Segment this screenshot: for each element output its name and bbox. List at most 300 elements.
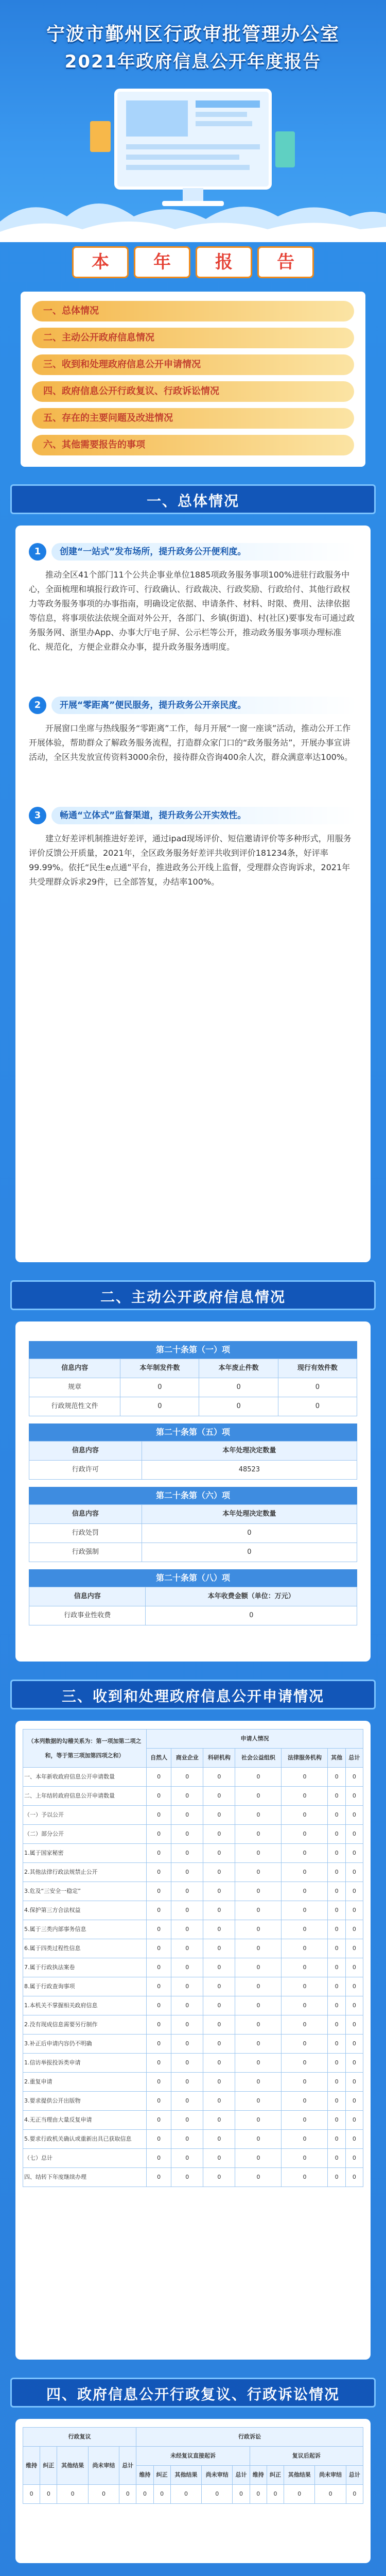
- table-cell: 0: [235, 1787, 282, 1806]
- table-cell: 0: [235, 1863, 282, 1882]
- table-row: [23, 1958, 363, 1977]
- table-cell: 0: [345, 1844, 363, 1863]
- subsection-title: 畅通“立体式”监督渠道，提升政务公开实效性。: [51, 807, 357, 824]
- table-row: [29, 1524, 357, 1543]
- table-header-cell: 总计: [345, 1749, 363, 1768]
- table-cell: 0: [171, 1787, 203, 1806]
- table-row: [29, 1543, 357, 1562]
- table-cell: 0: [171, 1844, 203, 1863]
- table-cell: 0: [328, 1806, 345, 1825]
- table-row: [23, 1844, 363, 1863]
- table-cell: 0: [235, 2168, 282, 2187]
- table-cell: 0: [235, 1996, 282, 2015]
- table-cell: 3.要求提供公开出版物: [23, 2092, 147, 2111]
- table-header-cell: 总计: [233, 2466, 250, 2485]
- table-cell: 0: [345, 2092, 363, 2111]
- table-cell: 0: [203, 1977, 235, 1996]
- table-cell: 0: [147, 1958, 171, 1977]
- table-cell: 0: [203, 1958, 235, 1977]
- table-header-cell: 行政诉讼: [136, 2428, 363, 2447]
- table-cell: 0: [203, 1920, 235, 1939]
- table-cell: 行政许可: [29, 1461, 142, 1480]
- table-cell: 4.保护第三方合法权益: [23, 1901, 147, 1920]
- section-title: 四、政府信息公开行政复议、行政诉讼情况: [46, 2386, 340, 2403]
- table-cell: 行政事业性收费: [29, 1606, 146, 1625]
- table-header-row: [23, 2428, 363, 2447]
- table-cell: 0: [203, 2015, 235, 2035]
- table-penalty: [29, 1504, 357, 1562]
- table-cell: 0: [282, 1996, 328, 2015]
- table-cell: 0: [233, 2485, 250, 2504]
- table-row: [29, 1606, 357, 1625]
- table-cell: 0: [345, 1920, 363, 1939]
- table-cell: 0: [328, 2111, 345, 2130]
- table-cell: 0: [235, 1844, 282, 1863]
- table-cell: 0: [171, 1863, 203, 1882]
- subsection-title: 开展“零距离”便民服务，提升政务公开亲民度。: [51, 697, 357, 714]
- table-cell: 0: [171, 1996, 203, 2015]
- table-cell: 0: [345, 2035, 363, 2054]
- table-cell: 0: [147, 2015, 171, 2035]
- table-header-cell: 其他结果: [284, 2466, 315, 2485]
- table-cell: 0: [147, 2092, 171, 2111]
- table-cell: 0: [345, 2149, 363, 2168]
- table-header-row: [29, 1587, 357, 1606]
- table-header-cell: 本年处理决定数量: [142, 1442, 357, 1461]
- table-row: [23, 2035, 363, 2054]
- table-cell: 0: [120, 1397, 199, 1416]
- table-header-cell: 本年收费金额（单位：万元）: [146, 1587, 357, 1606]
- table-header-cell: 尚未审结: [88, 2447, 119, 2485]
- table-cell: 0: [203, 2035, 235, 2054]
- section-header: [0, 479, 386, 519]
- table-header-cell: 其他: [328, 1749, 345, 1768]
- table-cell: 0: [282, 1920, 328, 1939]
- table-cell: 0: [23, 2485, 40, 2504]
- table-cell: 0: [147, 1977, 171, 1996]
- table-header-cell: 未经复议直接起诉: [136, 2447, 250, 2466]
- section-review-panel: [15, 2419, 371, 2563]
- table-cell: 0: [282, 2035, 328, 2054]
- table-cell: 0: [235, 2111, 282, 2130]
- table-cell: 0: [282, 2111, 328, 2130]
- table-cell: 0: [171, 1825, 203, 1844]
- table-cell: 0: [282, 1863, 328, 1882]
- table-cell: 0: [328, 2168, 345, 2187]
- table-cell: 0: [328, 1825, 345, 1844]
- table-cell: 0: [282, 1958, 328, 1977]
- table-cell: 0: [235, 2149, 282, 2168]
- table-cell: 0: [345, 1958, 363, 1977]
- table-header-cell: 商业企业: [171, 1749, 203, 1768]
- table-cell: 0: [328, 1958, 345, 1977]
- table-cell: 0: [282, 1844, 328, 1863]
- table-applications: [23, 1729, 363, 2187]
- table-header-cell: 纠正: [40, 2447, 57, 2485]
- table-header-cell: 尚未审结: [315, 2466, 346, 2485]
- toc-item[interactable]: 三、收到和处理政府信息公开申请情况: [32, 354, 354, 375]
- table-licensing: [29, 1441, 357, 1480]
- table-cell: 5.要求行政机关确认或重新出具已获取信息: [23, 2130, 147, 2149]
- table-header-cell: 其他结果: [170, 2466, 201, 2485]
- table-cell: 0: [282, 2149, 328, 2168]
- table-cell: 0: [147, 2130, 171, 2149]
- table-row: [23, 2073, 363, 2092]
- table-cell: 0: [171, 2054, 203, 2073]
- table-cell: 1.本机关不掌握相关政府信息: [23, 1996, 147, 2015]
- table-header-cell: 行政复议: [23, 2428, 136, 2447]
- table-cell: 4.无正当理由大量反复申请: [23, 2111, 147, 2130]
- table-cell: 0: [235, 1806, 282, 1825]
- table-cell: 0: [328, 1920, 345, 1939]
- table-cell: 0: [147, 1825, 171, 1844]
- table-cell: 0: [171, 2073, 203, 2092]
- table-regulations: [29, 1359, 357, 1416]
- table-cell: 0: [203, 1844, 235, 1863]
- toc-item[interactable]: 五、存在的主要问题及改进情况: [32, 408, 354, 429]
- table-row: [23, 1825, 363, 1844]
- table-cell: 3.补正后申请内容仍不明确: [23, 2035, 147, 2054]
- table-cell: 0: [346, 2485, 363, 2504]
- table-cell: 0: [171, 2149, 203, 2168]
- table-cell: 0: [235, 2054, 282, 2073]
- table-cell: 0: [203, 1825, 235, 1844]
- table-cell: 0: [171, 1901, 203, 1920]
- table-row: [23, 1768, 363, 1787]
- table-cell: 0: [235, 2073, 282, 2092]
- table-cell: 0: [235, 1901, 282, 1920]
- section-header: [0, 2372, 386, 2413]
- table-cell: 0: [345, 1901, 363, 1920]
- table-cell: 0: [328, 2130, 345, 2149]
- subsection-title: 创建“一站式”发布场所，提升政务公开便利度。: [51, 543, 357, 561]
- paragraph: 建立好差评机制推进好差评，通过ipad现场评价、短信邀请评价等多种形式，用服务评价反馈公开质量，2021年，全区政务服务好差评共收到评价181234条，好评率99.99%。依托“民生e点通”平台，推进政务公开线上监督，受理群众咨询诉求，2021年共受理群众诉求29件，已全部答复，办结率100%。: [29, 834, 352, 887]
- table-header-row: [23, 1730, 363, 1749]
- table-cell: 0: [328, 2015, 345, 2035]
- table-cell: 0: [282, 1768, 328, 1787]
- table-cell: 0: [328, 1768, 345, 1787]
- table-row: [23, 2111, 363, 2130]
- table-cell: 5.属于三类内部事务信息: [23, 1920, 147, 1939]
- table-cell: 0: [328, 2149, 345, 2168]
- table-header-row: [23, 2447, 363, 2466]
- section-header: [0, 1275, 386, 1315]
- table-cell: 0: [171, 1958, 203, 1977]
- subsection-number: 3: [29, 807, 46, 824]
- table-caption: 第二十条第（八）项: [29, 1569, 357, 1587]
- table-caption: 第二十条第（六）项: [29, 1487, 357, 1504]
- table-cell: 0: [235, 1882, 282, 1901]
- table-cell: 0: [199, 1378, 278, 1397]
- paragraph: 推动全区41个部门11个公共企事业单位1885项政务服务事项100%进驻行政服务中心，全面梳理和填报行政许可、行政确认、行政裁决、行政奖励、行政给付、其他行政权力等政务服务事项的办事指南，明确设定依据、申请条件、材料、时限、费用、法律依据等信息，将事项依法依规全面对外公开，各部门、乡镇(街道)、村(社区)要事发布可通过政务服务网、浙里办App、办事大厅电子屏、公示栏等公开，推动政务服务事项办理标准化、规范化，方便企业群众办事，提升政务服务透明度。: [29, 570, 355, 652]
- table-cell: 0: [328, 1977, 345, 1996]
- table-header-cell: 科研机构: [203, 1749, 235, 1768]
- table-cell: 0: [328, 2092, 345, 2111]
- table-cell: 0: [171, 1939, 203, 1958]
- table-header-cell: 信息内容: [29, 1359, 120, 1378]
- section-header: [0, 1674, 386, 1715]
- table-cell: 0: [171, 1768, 203, 1787]
- table-cell: 0: [235, 2035, 282, 2054]
- table-header-cell: 尚未审结: [202, 2466, 233, 2485]
- table-cell: 0: [40, 2485, 57, 2504]
- table-cell: 0: [345, 1787, 363, 1806]
- table-cell: 行政规范性文件: [29, 1397, 120, 1416]
- report-title-char: 报: [196, 246, 252, 278]
- page-title-org: 宁波市鄞州区行政审批管理办公室: [46, 24, 340, 45]
- table-cell: 0: [88, 2485, 119, 2504]
- table-cell: 0: [203, 2130, 235, 2149]
- table-row: [23, 2015, 363, 2035]
- table-cell: 0: [147, 1863, 171, 1882]
- table-cell: 0: [171, 2035, 203, 2054]
- table-cell: 0: [171, 1806, 203, 1825]
- table-cell: 0: [203, 1882, 235, 1901]
- table-header-row: [29, 1359, 357, 1378]
- table-cell: 0: [203, 1901, 235, 1920]
- table-cell: 0: [345, 2130, 363, 2149]
- table-cell: 6.属于四类过程性信息: [23, 1939, 147, 1958]
- table-cell: 0: [345, 2111, 363, 2130]
- toc-item[interactable]: 六、其他需要报告的事项: [32, 435, 354, 455]
- table-row: [23, 2168, 363, 2187]
- table-cell: 0: [147, 2111, 171, 2130]
- hero-banner: [0, 0, 386, 242]
- table-caption: 第二十条第（五）项: [29, 1423, 357, 1441]
- toc-item[interactable]: 一、总体情况: [32, 301, 354, 321]
- table-cell: 0: [282, 1787, 328, 1806]
- table-cell: 0: [278, 1378, 357, 1397]
- section-title: 三、收到和处理政府信息公开申请情况: [61, 1688, 324, 1705]
- table-cell: 0: [282, 2168, 328, 2187]
- paragraph: 开展窗口坐席与热线服务“零距离”工作，每月开展“一窗一座谈”活动，推动公开工作开展体验，帮助群众了解政务服务流程，打造群众家门口的“政务服务站”，开展办事宣讲活动，全区共发放宣传资料3000余份，接待群众咨询400余人次，群众满意率达100%。: [29, 723, 353, 762]
- table-cell: （二）部分公开: [23, 1825, 147, 1844]
- toc-item[interactable]: 二、主动公开政府信息情况: [32, 328, 354, 348]
- table-cell: 0: [282, 1901, 328, 1920]
- table-cell: （七）总计: [23, 2149, 147, 2168]
- table-cell: 二、上年结转政府信息公开申请数量: [23, 1787, 147, 1806]
- table-header-cell: 信息内容: [29, 1442, 142, 1461]
- table-cell: 0: [147, 1806, 171, 1825]
- table-row: [23, 2130, 363, 2149]
- table-row: [23, 1787, 363, 1806]
- table-caption: 第二十条第（一）项: [29, 1341, 357, 1359]
- table-cell: 0: [282, 1806, 328, 1825]
- table-cell: 0: [235, 1939, 282, 1958]
- table-cell: 0: [147, 1996, 171, 2015]
- table-cell: 3.危及“三安全一稳定”: [23, 1882, 147, 1901]
- table-cell: 0: [345, 2015, 363, 2035]
- table-cell: 0: [345, 1806, 363, 1825]
- table-header-row: [29, 1505, 357, 1524]
- table-header-cell: 社会公益组织: [235, 1749, 282, 1768]
- table-cell: 0: [345, 2168, 363, 2187]
- table-cell: 0: [203, 1768, 235, 1787]
- table-header-cell: 信息内容: [29, 1587, 146, 1606]
- table-cell: 0: [170, 2485, 201, 2504]
- table-cell: 0: [328, 1996, 345, 2015]
- table-cell: 0: [328, 2073, 345, 2092]
- table-cell: 0: [203, 1939, 235, 1958]
- table-cell: 0: [147, 2035, 171, 2054]
- table-cell: 0: [267, 2485, 284, 2504]
- table-cell: 0: [282, 1939, 328, 1958]
- table-cell: 0: [250, 2485, 267, 2504]
- table-row: [23, 1977, 363, 1996]
- table-cell: 2.其他法律行政法规禁止公开: [23, 1863, 147, 1882]
- table-cell: 0: [282, 2130, 328, 2149]
- table-cell: 0: [57, 2485, 88, 2504]
- section-title: 一、总体情况: [146, 493, 239, 510]
- table-cell: 0: [171, 1920, 203, 1939]
- table-cell: 0: [136, 2485, 153, 2504]
- table-header-cell: 维持: [136, 2466, 153, 2485]
- table-cell: 0: [345, 1977, 363, 1996]
- table-cell: 0: [142, 1524, 357, 1543]
- section-disclosure-panel: [15, 1321, 371, 1662]
- table-cell: 0: [328, 2035, 345, 2054]
- table-cell: 1.属于国家秘密: [23, 1844, 147, 1863]
- table-cell: 0: [171, 2168, 203, 2187]
- table-cell: 0: [282, 1882, 328, 1901]
- table-cell: 0: [345, 1996, 363, 2015]
- table-header-cell: （本列数据的勾稽关系为：第一项加第二项之和，等于第三项加第四项之和）: [23, 1730, 147, 1768]
- table-row: [29, 1397, 357, 1416]
- report-title-char: 年: [134, 246, 190, 278]
- table-cell: 0: [171, 2111, 203, 2130]
- table-cell: 0: [199, 1397, 278, 1416]
- table-cell: 0: [345, 1768, 363, 1787]
- table-cell: 0: [171, 2015, 203, 2035]
- table-row: [23, 1806, 363, 1825]
- section-applications-panel: [15, 1721, 371, 2360]
- table-cell: 0: [235, 2015, 282, 2035]
- report-title-char: 告: [257, 246, 314, 278]
- table-cell: 0: [203, 2092, 235, 2111]
- table-cell: 0: [328, 2054, 345, 2073]
- table-header-cell: 本年制发件数: [120, 1359, 199, 1378]
- table-cell: 0: [315, 2485, 346, 2504]
- table-cell: 0: [203, 1996, 235, 2015]
- table-cell: 0: [235, 1977, 282, 1996]
- table-cell: 0: [235, 2130, 282, 2149]
- table-cell: 0: [147, 1768, 171, 1787]
- table-cell: 0: [171, 1977, 203, 1996]
- table-cell: 48523: [142, 1461, 357, 1480]
- table-row: [29, 1378, 357, 1397]
- table-cell: 0: [235, 1825, 282, 1844]
- table-cell: 0: [147, 2149, 171, 2168]
- table-cell: 0: [171, 2092, 203, 2111]
- table-cell: 0: [203, 2054, 235, 2073]
- table-cell: （一）予以公开: [23, 1806, 147, 1825]
- toc-item[interactable]: 四、政府信息公开行政复议、行政诉讼情况: [32, 381, 354, 402]
- table-cell: 0: [235, 1958, 282, 1977]
- report-title-row: [0, 246, 386, 282]
- table-row: [23, 1863, 363, 1882]
- table-header-cell: 申请人情况: [147, 1730, 363, 1749]
- table-header-cell: 自然人: [147, 1749, 171, 1768]
- table-header-cell: 总计: [119, 2447, 136, 2485]
- table-cell: 0: [147, 1787, 171, 1806]
- table-cell: 2.重复申请: [23, 2073, 147, 2092]
- table-row: [23, 2092, 363, 2111]
- table-cell: 行政强制: [29, 1543, 142, 1562]
- table-header-cell: 维持: [23, 2447, 40, 2485]
- table-cell: 0: [146, 1606, 357, 1625]
- table-cell: 0: [203, 2073, 235, 2092]
- table-cell: 0: [282, 1977, 328, 1996]
- table-cell: 0: [328, 1882, 345, 1901]
- table-of-contents: [21, 292, 365, 467]
- table-row: [23, 2149, 363, 2168]
- table-cell: 0: [282, 1825, 328, 1844]
- table-header-row: [29, 1442, 357, 1461]
- table-cell: 行政处罚: [29, 1524, 142, 1543]
- subsection-number: 1: [29, 543, 46, 561]
- table-cell: 0: [203, 1863, 235, 1882]
- table-cell: 0: [328, 1939, 345, 1958]
- subsection-header: [29, 807, 357, 824]
- subsection-header: [29, 543, 357, 561]
- table-header-cell: 维持: [250, 2466, 267, 2485]
- table-cell: 0: [153, 2485, 170, 2504]
- table-row: [23, 2054, 363, 2073]
- table-cell: 0: [142, 1543, 357, 1562]
- table-cell: 0: [147, 2168, 171, 2187]
- table-cell: 规章: [29, 1378, 120, 1397]
- table-fees: [29, 1587, 357, 1625]
- table-cell: 0: [203, 2149, 235, 2168]
- table-cell: 0: [282, 2015, 328, 2035]
- table-header-cell: 纠正: [153, 2466, 170, 2485]
- table-cell: 1.信访举报投诉类申请: [23, 2054, 147, 2073]
- table-cell: 0: [282, 2054, 328, 2073]
- table-cell: 0: [235, 1920, 282, 1939]
- table-cell: 0: [278, 1397, 357, 1416]
- table-row: [23, 1882, 363, 1901]
- cloud-decoration: [0, 180, 386, 242]
- table-cell: 0: [328, 1901, 345, 1920]
- table-header-cell: 复议后起诉: [250, 2447, 363, 2466]
- table-cell: 四、结转下年度继续办理: [23, 2168, 147, 2187]
- table-row: [23, 1920, 363, 1939]
- section-overview-panel: [15, 526, 371, 1262]
- table-cell: 0: [282, 2073, 328, 2092]
- table-cell: 0: [119, 2485, 136, 2504]
- table-cell: 0: [147, 2073, 171, 2092]
- table-row: [29, 1461, 357, 1480]
- subsection-header: [29, 697, 357, 714]
- table-cell: 0: [203, 2168, 235, 2187]
- table-cell: 0: [345, 1863, 363, 1882]
- table-cell: 0: [202, 2485, 233, 2504]
- table-cell: 0: [328, 1863, 345, 1882]
- report-title-char: 本: [72, 246, 129, 278]
- table-row: [23, 2485, 363, 2504]
- table-cell: 0: [235, 2092, 282, 2111]
- table-header-cell: 信息内容: [29, 1505, 142, 1524]
- table-cell: 0: [171, 1882, 203, 1901]
- table-header-cell: 总计: [346, 2466, 363, 2485]
- table-header-cell: 其他结果: [57, 2447, 88, 2485]
- table-cell: 0: [120, 1378, 199, 1397]
- table-cell: 0: [147, 1901, 171, 1920]
- table-cell: 0: [345, 2073, 363, 2092]
- table-cell: 0: [147, 1882, 171, 1901]
- table-row: [23, 1901, 363, 1920]
- table-cell: 0: [171, 2130, 203, 2149]
